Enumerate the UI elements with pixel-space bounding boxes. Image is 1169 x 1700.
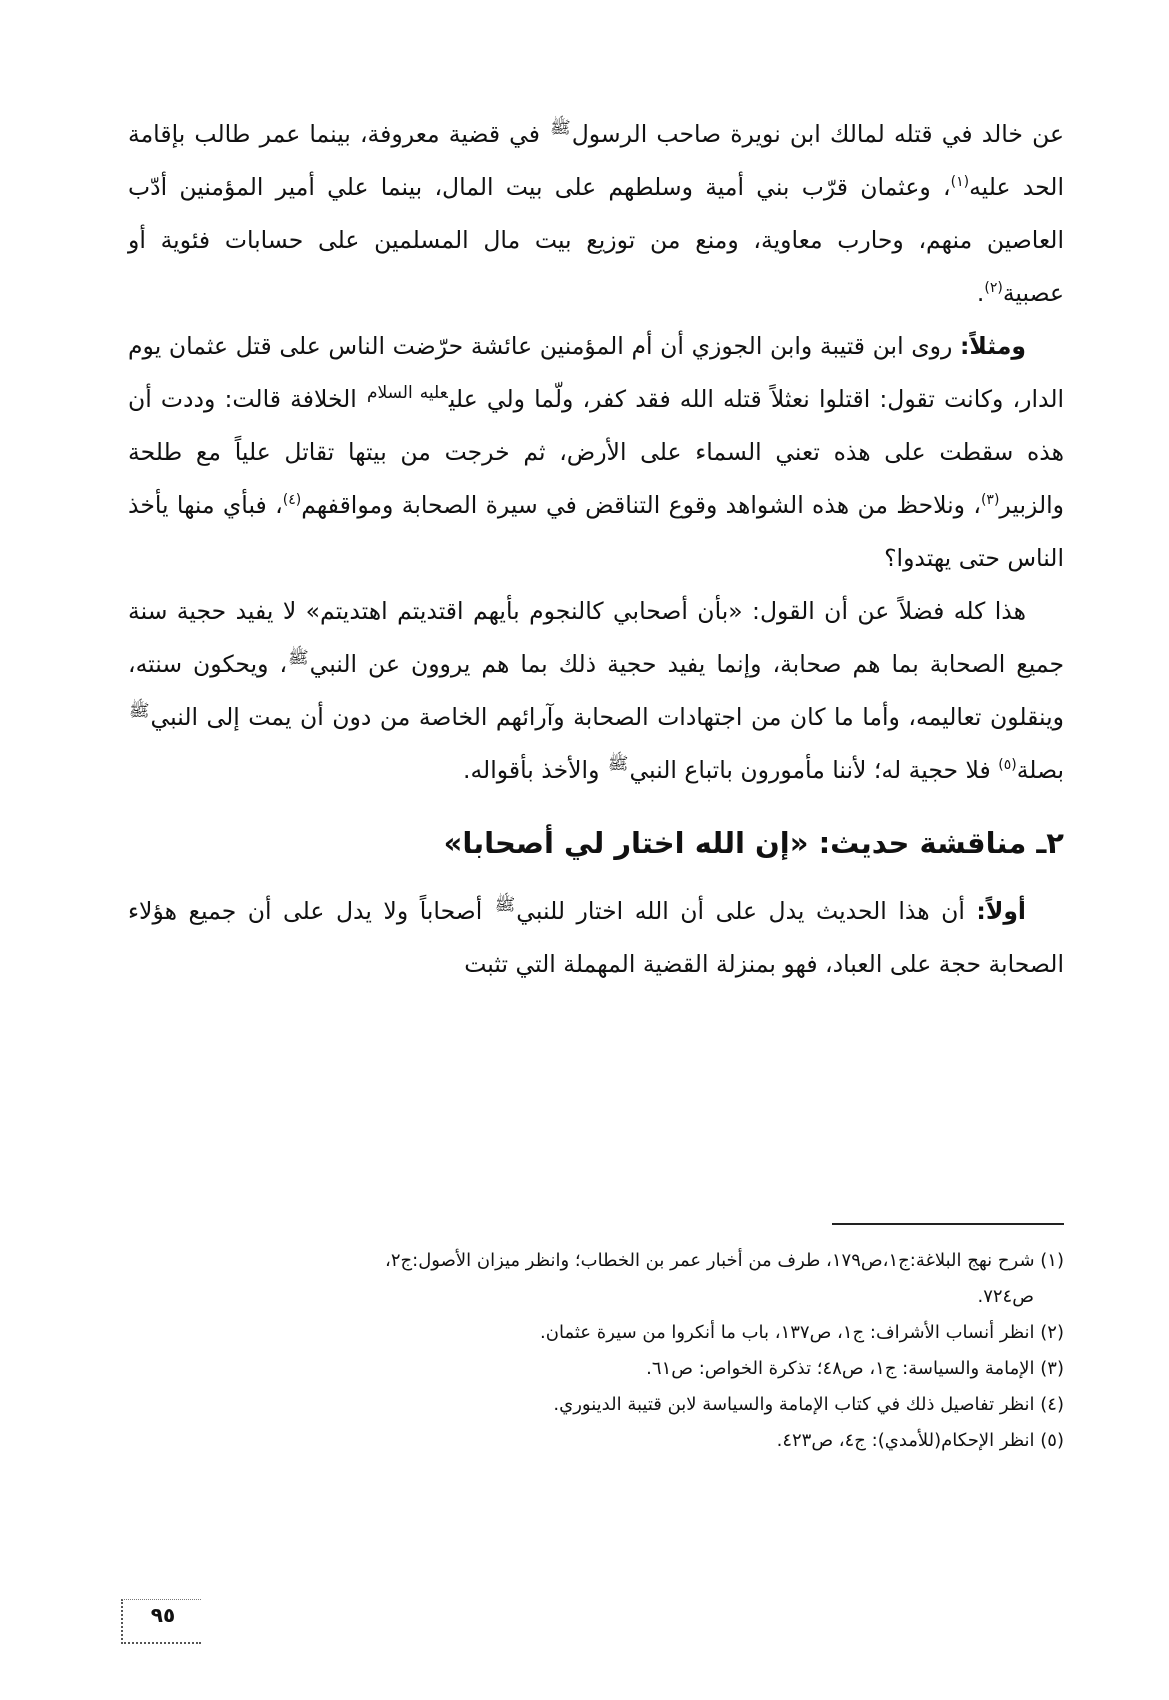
footnote-continuation: ص٧٢٤. <box>977 1286 1034 1307</box>
footnote-ref-3: (٣) <box>980 492 1000 509</box>
footnote-2 <box>128 1315 1064 1351</box>
paragraph-2 <box>128 320 1064 585</box>
text-run: ، وعثمان قرّب بني أمية وسلطهم على بيت المال، بينما علي أمير المؤمنين أدّب العاصين منهم، وحارب معاوية، ومنع من توزيع بيت مال المسلمين على حسابات فئوية أو عصبية <box>128 173 1064 307</box>
footnote-ref-2: (٢) <box>984 280 1003 297</box>
footnote-text: (٤) انظر تفاصيل ذلك في كتاب الإمامة والسياسة لابن قتيبة الدينوري. <box>553 1394 1064 1415</box>
text-run: ، ونلاحظ من هذه الشواهد وقوع التناقض في سيرة الصحابة ومواقفهم <box>301 491 981 519</box>
text-run: هذا كله فضلاً عن أن القول: «بأن أصحابي كالنجوم بأيهم اقتديتم اهتديتم» لا يفيد حجية سنة جميع الصحابة بما هم صحابة، وإنما يفيد حجية ذلك بما هم يروون عن النبي <box>128 597 1065 678</box>
text-run: روى ابن قتيبة وابن الجوزي أن أم المؤمنين عائشة حرّضت الناس على قتل عثمان يوم الدار، وكانت تقول: اقتلوا نعثلاً قتله الله فقد كفر، ولّما ولي علي <box>128 332 1065 413</box>
honorific-symbol: ﷺ <box>607 754 629 775</box>
footnote-ref-4: (٤) <box>282 492 302 509</box>
text-run: الخلافة قالت: وددت أن هذه سقطت على هذه تعني السماء على الأرض، ثم خرجت من بيتها تقاتل علياً مع طلحة والزبير <box>128 385 1065 519</box>
main-text <box>128 108 1064 991</box>
paragraph-3 <box>128 585 1064 797</box>
text-run: . <box>976 279 985 307</box>
footnote-text: (٢) انظر أنساب الأشراف: ج١، ص١٣٧، باب ما أنكروا من سيرة عثمان. <box>540 1322 1064 1343</box>
page-number-frame <box>121 1599 201 1644</box>
footnote-ref-5: (٥) <box>998 757 1017 774</box>
paragraph-4 <box>128 885 1064 991</box>
text-run: فلا حجية له؛ لأننا مأمورون باتباع النبي <box>629 756 999 784</box>
footnote-text: (٣) الإمامة والسياسة: ج١، ص٤٨؛ تذكرة الخواص: ص٦١. <box>646 1358 1064 1379</box>
footnote-ref-1: (١) <box>950 174 970 191</box>
honorific-symbol: ﷺ <box>129 701 150 722</box>
text-run: أن هذا الحديث يدل على أن الله اختار للنبي <box>516 897 977 925</box>
footnotes <box>128 1243 1064 1459</box>
footnote-text: (١) شرح نهج البلاغة:ج١،ص١٧٩، طرف من أخبار عمر بن الخطاب؛ وانظر ميزان الأصول:ج٢، <box>385 1250 1064 1271</box>
text-run: في قضية معروفة، بينما عمر طالب بإقامة الحد عليه <box>128 120 1064 201</box>
honorific-symbol: ﷺ <box>288 648 309 669</box>
honorific-symbol: ﷺ <box>494 895 516 916</box>
footnote-3 <box>128 1351 1064 1387</box>
paragraph-lead: ومثلاً: <box>960 332 1026 360</box>
footnote-text: (٥) انظر الإحكام(للأمدي): ج٤، ص٤٢٣. <box>776 1430 1064 1451</box>
page-number: ٩٥ <box>150 1603 176 1627</box>
section-heading: ٢ـ مناقشة حديث: «إن الله اختار لي أصحابا» <box>443 826 1064 860</box>
footnote-1 <box>128 1243 1064 1315</box>
text-run: ، ويحكون سنته، وينقلون تعاليمه، وأما ما كان من اجتهادات الصحابة وآرائهم الخاصة من دون أن يمت إلى النبي <box>128 650 1064 731</box>
honorific-symbol: عليه السلام <box>366 383 448 404</box>
honorific-symbol: ﷺ <box>550 118 571 139</box>
text-run: عن خالد في قتله لمالك ابن نويرة صاحب الرسول <box>571 120 1064 148</box>
text-run: ، فبأي منها يأخذ الناس حتى يهتدوا؟ <box>128 491 1064 572</box>
text-run: بصلة <box>1016 756 1064 784</box>
text-run: أصحاباً ولا يدل على أن جميع هؤلاء الصحابة حجة على العباد، فهو بمنزلة القضية المهملة التي تثبت <box>128 897 1064 978</box>
paragraph-lead: أولاً: <box>976 897 1026 925</box>
text-run: والأخذ بأقواله. <box>462 756 607 784</box>
footnote-4 <box>128 1387 1064 1423</box>
footnote-divider <box>832 1223 1064 1225</box>
paragraph-1 <box>128 108 1064 320</box>
footnote-5 <box>128 1423 1064 1459</box>
